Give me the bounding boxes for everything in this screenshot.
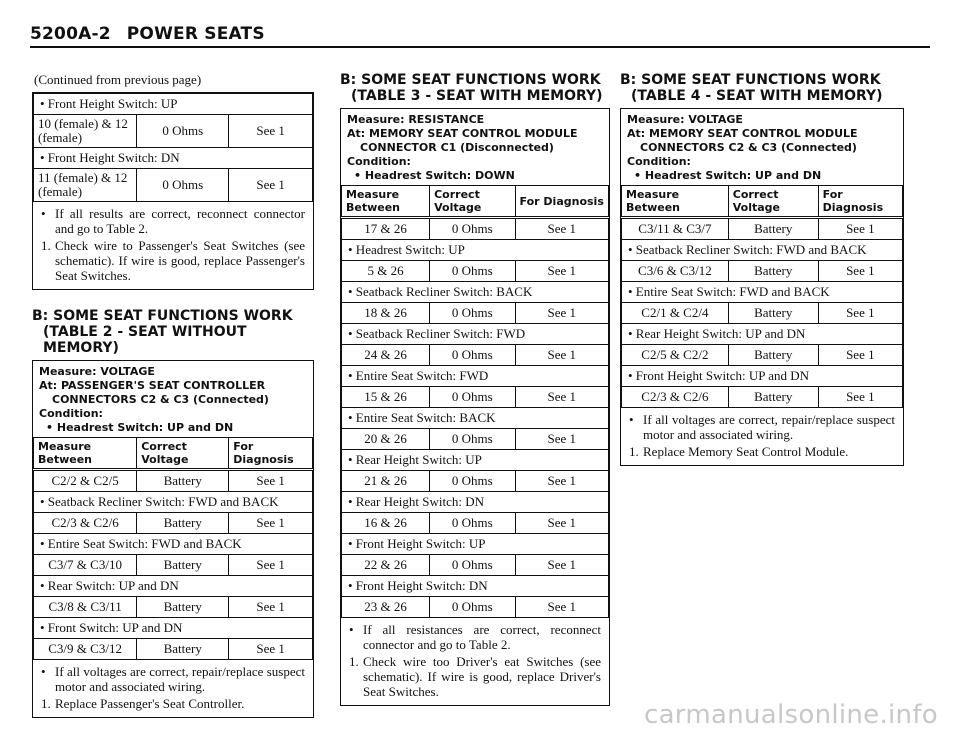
table-row: [342, 218, 609, 240]
condition-row: [34, 94, 313, 115]
table-row: [622, 218, 903, 240]
note-item: [349, 622, 601, 652]
condition-row: [342, 282, 609, 303]
cell-measure-between: C3/11 & C3/7: [622, 218, 729, 240]
cell-measure-between: 15 & 26: [342, 387, 430, 408]
condition-text: • Seatback Recliner Switch: FWD and BACK: [622, 240, 903, 261]
note-item: [349, 654, 601, 699]
cell-diagnosis: See 1: [515, 471, 608, 492]
condition-row: [34, 576, 313, 597]
table-row: [34, 639, 313, 660]
title-line: (TABLE 2 - SEAT WITHOUT: [43, 324, 247, 340]
condition-text: • Rear Height Switch: UP: [342, 450, 609, 471]
cell-correct-value: 0 Ohms: [430, 429, 515, 450]
condition-row: [342, 366, 609, 387]
at-label: At: MEMORY SEAT CONTROL MODULE: [627, 127, 858, 140]
cell-diagnosis: See 1: [515, 429, 608, 450]
note-text: Check wire to Passenger's Seat Switches (see schematic). If wire is good, replace Passenger's Seat Switches.: [55, 238, 305, 283]
cell-diagnosis: See 1: [818, 303, 902, 324]
condition-row: [622, 282, 903, 303]
note-item: [41, 664, 305, 694]
table-row: [34, 470, 313, 492]
table-4: [620, 108, 904, 466]
cell-measure-between: 5 & 26: [342, 261, 430, 282]
table-header-row: [622, 186, 903, 218]
table-row: [342, 513, 609, 534]
condition-row: [34, 492, 313, 513]
cell-correct-value: Battery: [728, 387, 818, 408]
cell-correct-value: Battery: [137, 639, 229, 660]
condition-text: • Front Switch: UP and DN: [34, 618, 313, 639]
table-header-row: [342, 186, 609, 218]
cell-correct-value: 0 Ohms: [430, 261, 515, 282]
table-row: [342, 555, 609, 576]
header-for-diagnosis: For Diagnosis: [229, 438, 313, 470]
note-item: [41, 696, 305, 711]
cell-diagnosis: See 1: [229, 555, 313, 576]
continued-note: (Continued from previous page): [34, 72, 202, 87]
table-3-grid: [341, 185, 609, 618]
condition-text: • Front Height Switch: DN: [342, 576, 609, 597]
note-text: If all results are correct, reconnect connector and go to Table 2.: [55, 206, 305, 236]
header-correct-voltage: Correct Voltage: [728, 186, 818, 218]
page-header: [30, 24, 265, 44]
at-label: At: PASSENGER'S SEAT CONTROLLER: [39, 379, 266, 392]
condition-item: • Headrest Switch: UP and DN: [46, 421, 234, 434]
cell-correct-value: Battery: [728, 303, 818, 324]
measure-label: Measure: VOLTAGE: [627, 113, 743, 126]
cell-measure-between: 24 & 26: [342, 345, 430, 366]
cell-correct-value: 0 Ohms: [430, 597, 515, 618]
condition-row: [342, 576, 609, 597]
condition-text: • Rear Height Switch: DN: [342, 492, 609, 513]
condition-row: [34, 534, 313, 555]
condition-row: [622, 366, 903, 387]
cell-diagnosis: See 1: [229, 470, 313, 492]
cell-measure-between: 17 & 26: [342, 218, 430, 240]
cell-correct-value: 0 Ohms: [430, 513, 515, 534]
cell-measure-between: 20 & 26: [342, 429, 430, 450]
condition-row: [622, 240, 903, 261]
cell-measure-between: C2/2 & C2/5: [34, 470, 137, 492]
note-marker: 1.: [41, 696, 51, 711]
note-item: [629, 412, 895, 442]
table-row: [34, 513, 313, 534]
table-row: [342, 597, 609, 618]
condition-text: • Entire Seat Switch: BACK: [342, 408, 609, 429]
at-label-cont: CONNECTORS C2 & C3 (Connected): [52, 393, 269, 406]
measure-label: Measure: VOLTAGE: [39, 365, 155, 378]
cell-measure-between: C2/3 & C2/6: [34, 513, 137, 534]
table-3: [340, 108, 610, 706]
at-label: At: MEMORY SEAT CONTROL MODULE: [347, 127, 578, 140]
cell-correct-value: Battery: [728, 345, 818, 366]
table-row: [342, 345, 609, 366]
condition-row: [342, 534, 609, 555]
cell-correct-value: Battery: [137, 513, 229, 534]
condition-row: [342, 324, 609, 345]
header-measure-between: Measure Between: [342, 186, 430, 218]
cell-diagnosis: See 1: [515, 555, 608, 576]
note-marker: •: [41, 664, 46, 679]
title-line: (TABLE 3 - SEAT WITH MEMORY): [351, 88, 603, 104]
note-marker: 1.: [41, 238, 51, 253]
note-text: Check wire too Driver's eat Switches (see schematic). If wire is good, replace Driver's Seat Switches.: [363, 654, 601, 699]
table-row: [34, 555, 313, 576]
table-row: [342, 261, 609, 282]
table-2-title: [32, 308, 314, 356]
note-text: If all voltages are correct, repair/replace suspect motor and associated wiring.: [643, 412, 895, 442]
cell-measure-between: 10 (female) & 12 (female): [34, 115, 137, 148]
header-for-diagnosis: For Diagnosis: [515, 186, 608, 218]
cell-correct-value: 0 Ohms: [430, 555, 515, 576]
table-1-notes: [33, 202, 313, 289]
watermark: carmanualsonline.info: [643, 700, 938, 730]
measure-label: Measure: RESISTANCE: [347, 113, 485, 126]
condition-text: • Rear Height Switch: UP and DN: [622, 324, 903, 345]
cell-diagnosis: See 1: [229, 115, 313, 148]
cell-correct-value: Battery: [137, 597, 229, 618]
table-2-notes: [33, 660, 313, 717]
table-3-notes: [341, 618, 609, 705]
condition-text: • Entire Seat Switch: FWD: [342, 366, 609, 387]
table-row: [342, 471, 609, 492]
condition-text: • Seatback Recliner Switch: BACK: [342, 282, 609, 303]
cell-measure-between: 22 & 26: [342, 555, 430, 576]
header-correct-voltage: Correct Voltage: [430, 186, 515, 218]
cell-measure-between: C3/6 & C3/12: [622, 261, 729, 282]
cell-measure-between: C2/1 & C2/4: [622, 303, 729, 324]
cell-correct-value: Battery: [137, 470, 229, 492]
cell-diagnosis: See 1: [229, 169, 313, 202]
cell-correct-value: 0 Ohms: [430, 345, 515, 366]
condition-text: • Seatback Recliner Switch: FWD and BACK: [34, 492, 313, 513]
table-4-notes: [621, 408, 903, 465]
title-line: (TABLE 4 - SEAT WITH MEMORY): [631, 88, 883, 104]
cell-correct-value: 0 Ohms: [430, 471, 515, 492]
header-correct-voltage: Correct Voltage: [137, 438, 229, 470]
cell-diagnosis: See 1: [229, 639, 313, 660]
condition-row: [342, 450, 609, 471]
condition-row: [342, 492, 609, 513]
table-row: [342, 429, 609, 450]
cell-diagnosis: See 1: [515, 345, 608, 366]
cell-measure-between: C2/3 & C2/6: [622, 387, 729, 408]
cell-measure-between: 23 & 26: [342, 597, 430, 618]
cell-diagnosis: See 1: [818, 261, 902, 282]
left-column: [32, 72, 314, 718]
condition-text: • Front Height Switch: UP: [342, 534, 609, 555]
condition-row: [342, 408, 609, 429]
cell-measure-between: 11 (female) & 12 (female): [34, 169, 137, 202]
header-rule: [30, 46, 930, 48]
table-4-info: [621, 109, 903, 185]
condition-row: [342, 240, 609, 261]
at-label-cont: CONNECTOR C1 (Disconnected): [360, 141, 554, 154]
table-row: [622, 303, 903, 324]
cell-correct-value: Battery: [137, 555, 229, 576]
condition-text: • Seatback Recliner Switch: FWD: [342, 324, 609, 345]
condition-label: Condition:: [39, 407, 103, 420]
note-marker: 1.: [349, 654, 359, 669]
condition-text: • Front Height Switch: UP and DN: [622, 366, 903, 387]
cell-correct-value: 0 Ohms: [137, 169, 229, 202]
cell-diagnosis: See 1: [515, 387, 608, 408]
condition-text: • Entire Seat Switch: FWD and BACK: [34, 534, 313, 555]
condition-text: • Headrest Switch: UP: [342, 240, 609, 261]
cell-diagnosis: See 1: [515, 261, 608, 282]
at-label-cont: CONNECTORS C2 & C3 (Connected): [640, 141, 857, 154]
header-measure-between: Measure Between: [34, 438, 137, 470]
table-4-grid: [621, 185, 903, 408]
cell-diagnosis: See 1: [229, 597, 313, 618]
title-line: B: SOME SEAT FUNCTIONS WORK: [32, 308, 293, 324]
note-marker: •: [349, 622, 354, 637]
right-column: [620, 72, 904, 466]
note-item: [41, 206, 305, 236]
table-1-body: [33, 93, 313, 202]
cell-measure-between: C3/7 & C3/10: [34, 555, 137, 576]
condition-text: • Rear Switch: UP and DN: [34, 576, 313, 597]
note-marker: •: [41, 206, 46, 221]
table-header-row: [34, 438, 313, 470]
table-1-continued: [32, 92, 314, 290]
cell-correct-value: Battery: [728, 218, 818, 240]
cell-diagnosis: See 1: [818, 345, 902, 366]
cell-correct-value: 0 Ohms: [430, 303, 515, 324]
cell-diagnosis: See 1: [515, 218, 608, 240]
table-3-title: [340, 72, 610, 104]
cell-diagnosis: See 1: [818, 387, 902, 408]
note-text: If all voltages are correct, repair/replace suspect motor and associated wiring.: [55, 664, 305, 694]
table-2-info: [33, 361, 313, 437]
table-row: [622, 345, 903, 366]
table-2-grid: [33, 437, 313, 660]
cell-measure-between: C3/8 & C3/11: [34, 597, 137, 618]
table-row: [34, 597, 313, 618]
table-row: [342, 303, 609, 324]
table-row: [34, 169, 313, 202]
table-row: [622, 387, 903, 408]
cell-correct-value: 0 Ohms: [430, 218, 515, 240]
cell-measure-between: 18 & 26: [342, 303, 430, 324]
table-row: [34, 115, 313, 148]
condition-row: [34, 618, 313, 639]
condition-text: • Front Height Switch: DN: [34, 148, 313, 169]
table-3-info: [341, 109, 609, 185]
condition-item: • Headrest Switch: DOWN: [354, 169, 515, 182]
condition-text: • Entire Seat Switch: FWD and BACK: [622, 282, 903, 303]
section-code: 5200A-2: [30, 24, 111, 44]
table-row: [342, 387, 609, 408]
cell-correct-value: 0 Ohms: [137, 115, 229, 148]
cell-diagnosis: See 1: [229, 513, 313, 534]
note-item: [629, 444, 895, 459]
condition-item: • Headrest Switch: UP and DN: [634, 169, 822, 182]
cell-measure-between: C2/5 & C2/2: [622, 345, 729, 366]
title-line: B: SOME SEAT FUNCTIONS WORK: [620, 72, 881, 88]
cell-diagnosis: See 1: [515, 597, 608, 618]
condition-label: Condition:: [627, 155, 691, 168]
cell-measure-between: 21 & 26: [342, 471, 430, 492]
cell-diagnosis: See 1: [818, 218, 902, 240]
middle-column: [340, 72, 610, 706]
cell-diagnosis: See 1: [515, 303, 608, 324]
cell-correct-value: 0 Ohms: [430, 387, 515, 408]
header-measure-between: Measure Between: [622, 186, 729, 218]
header-for-diagnosis: For Diagnosis: [818, 186, 902, 218]
table-2: [32, 360, 314, 718]
note-text: Replace Memory Seat Control Module.: [643, 444, 849, 459]
table-4-title: [620, 72, 904, 104]
title-line: MEMORY): [43, 340, 119, 356]
note-marker: 1.: [629, 444, 639, 459]
note-text: Replace Passenger's Seat Controller.: [55, 696, 245, 711]
cell-measure-between: 16 & 26: [342, 513, 430, 534]
cell-diagnosis: See 1: [515, 513, 608, 534]
table-row: [622, 261, 903, 282]
condition-row: [34, 148, 313, 169]
cell-measure-between: C3/9 & C3/12: [34, 639, 137, 660]
condition-row: [622, 324, 903, 345]
page-title: POWER SEATS: [126, 24, 265, 44]
condition-label: Condition:: [347, 155, 411, 168]
note-item: [41, 238, 305, 283]
cell-correct-value: Battery: [728, 261, 818, 282]
note-text: If all resistances are correct, reconnect connector and go to Table 2.: [363, 622, 601, 652]
title-line: B: SOME SEAT FUNCTIONS WORK: [340, 72, 601, 88]
condition-text: • Front Height Switch: UP: [34, 94, 313, 115]
note-marker: •: [629, 412, 634, 427]
